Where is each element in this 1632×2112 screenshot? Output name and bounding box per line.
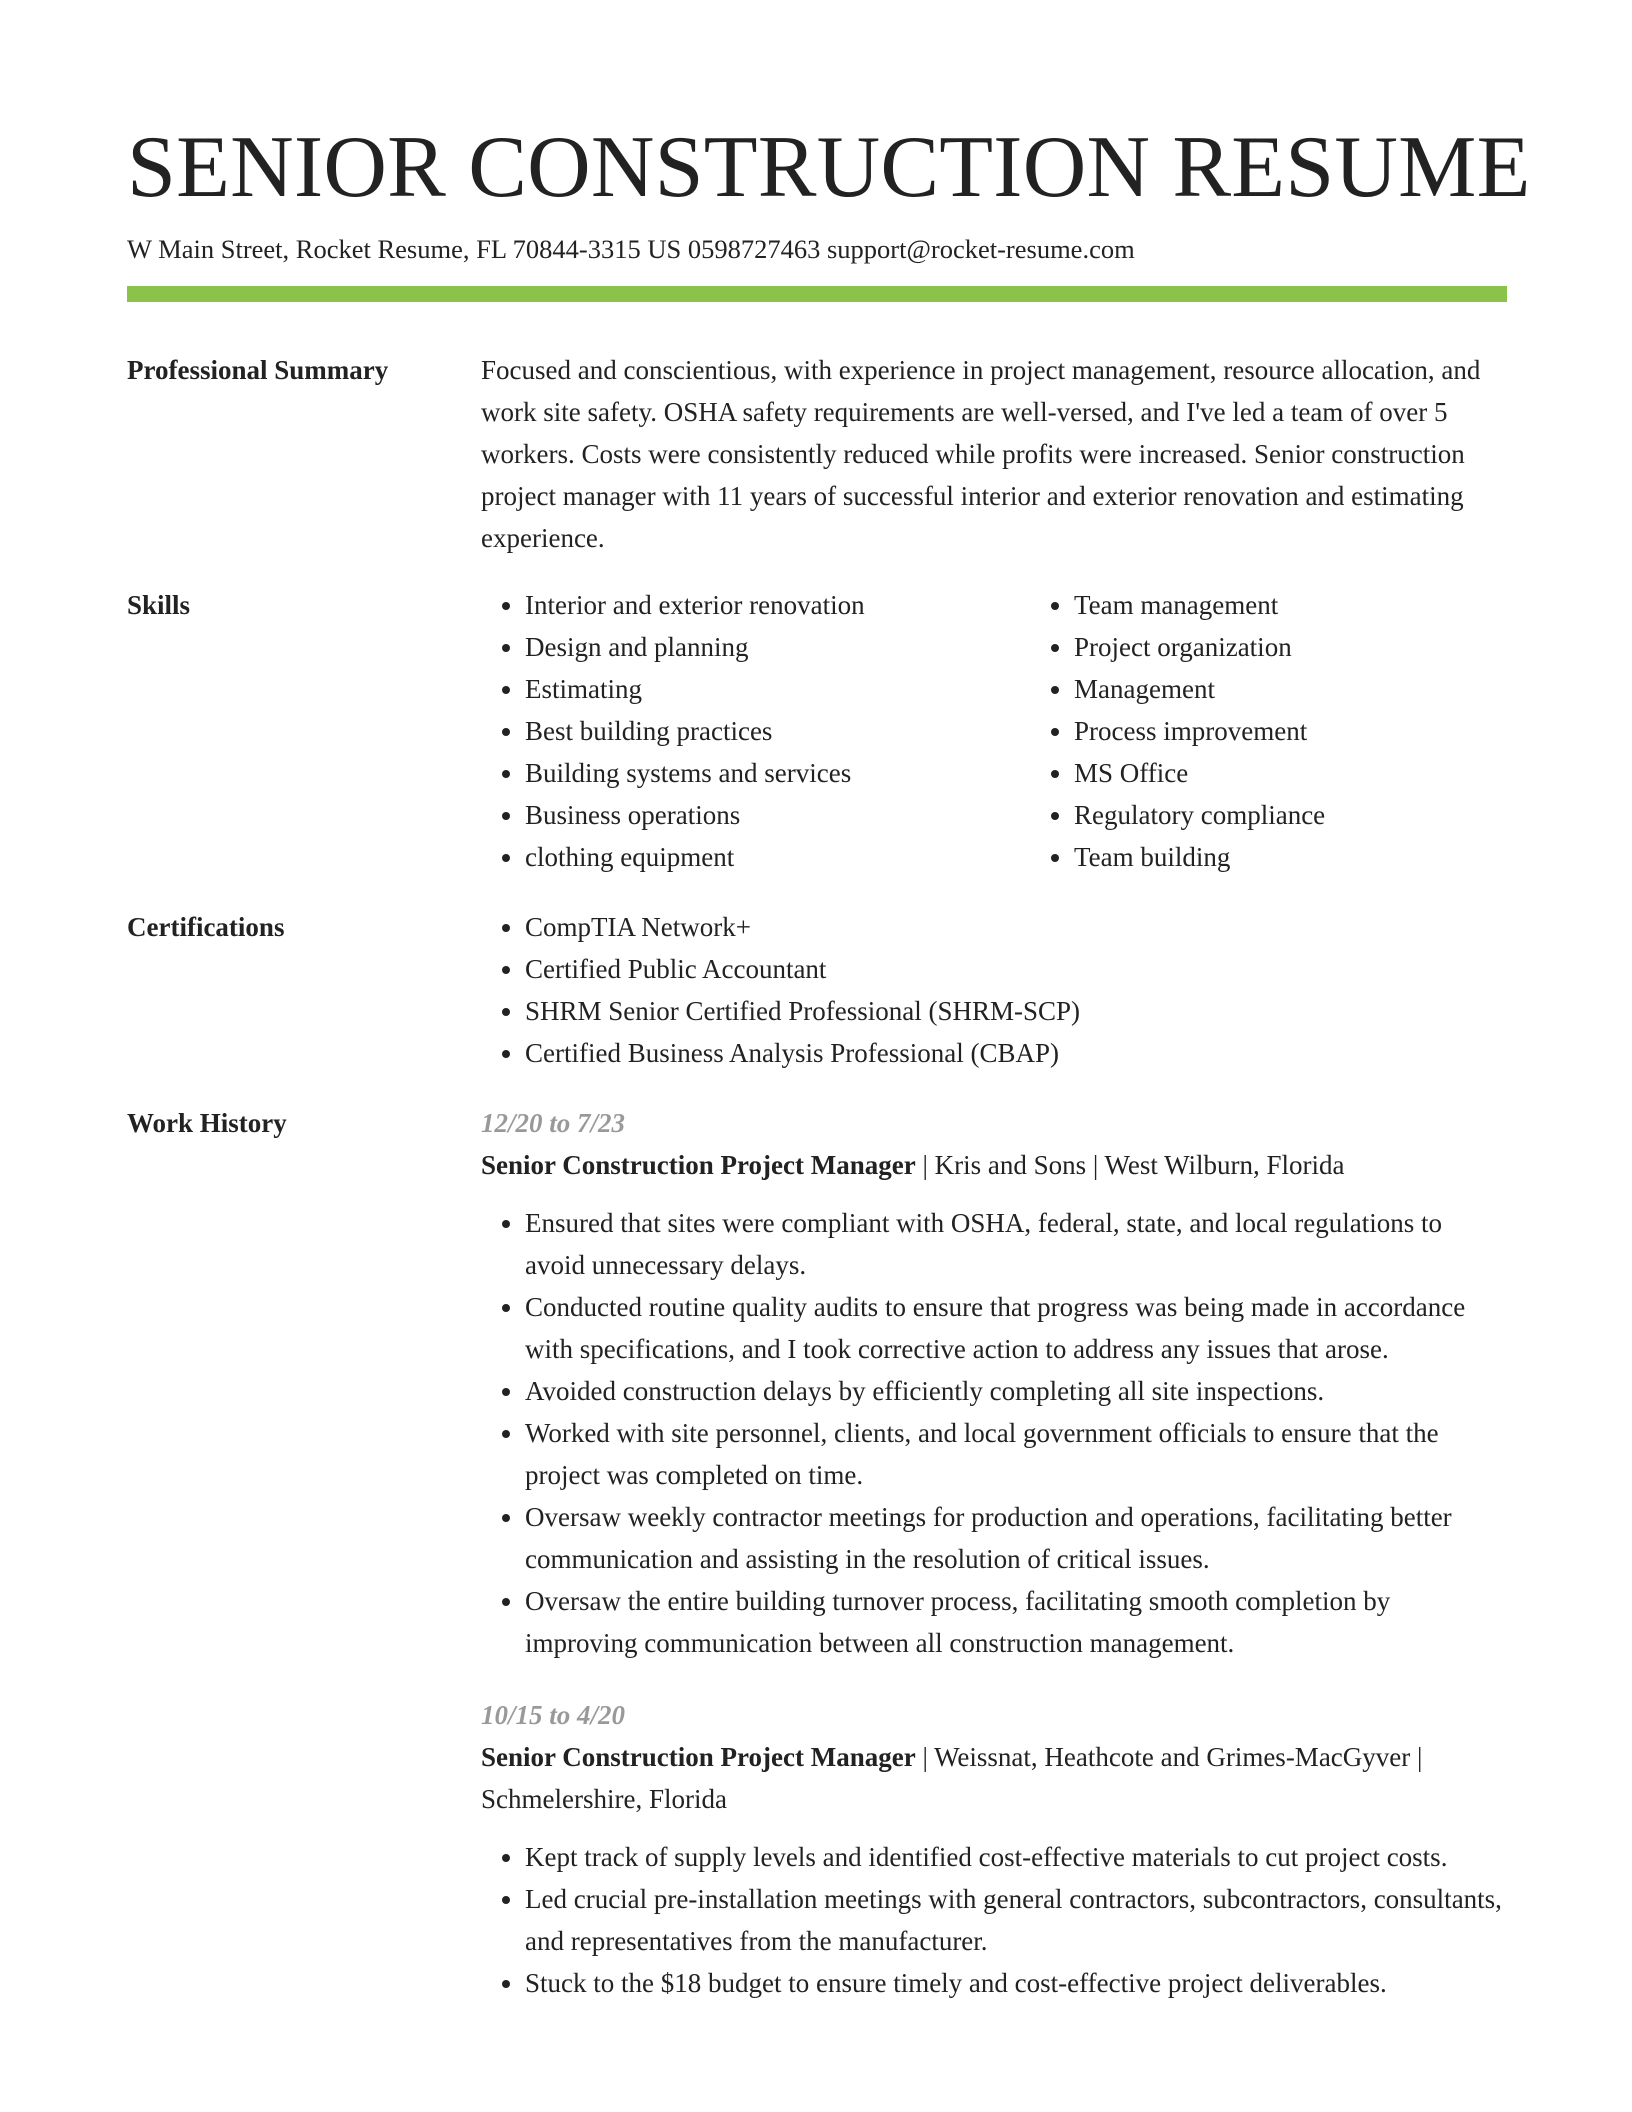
certifications-section <box>127 906 1507 1074</box>
job-bullets <box>481 1202 1507 1664</box>
list-item: • Certified Public Accountant <box>525 948 1507 990</box>
list-item: • Business operations <box>525 794 1030 836</box>
list-item: • Regulatory compliance <box>1074 794 1579 836</box>
skills-list-right <box>1030 584 1579 878</box>
list-item: • SHRM Senior Certified Professional (SHRM-SCP) <box>525 990 1507 1032</box>
list-item: • Interior and exterior renovation <box>525 584 1030 626</box>
list-item: • Team management <box>1074 584 1579 626</box>
skills-section <box>127 584 1507 878</box>
job-dates: 12/20 to 7/23 <box>481 1108 626 1138</box>
section-label-certifications: Certifications <box>127 912 285 942</box>
section-label-work-history: Work History <box>127 1108 287 1138</box>
list-item: • MS Office <box>1074 752 1579 794</box>
summary-content <box>481 349 1507 559</box>
job-dates: 10/15 to 4/20 <box>481 1700 626 1730</box>
job-header <box>481 1144 1507 1186</box>
list-item: • Process improvement <box>1074 710 1579 752</box>
list-item: • Stuck to the $18 budget to ensure timely and cost-effective project deliverables. <box>525 1962 1507 2004</box>
work-history-content <box>481 1102 1507 2004</box>
skills-list-left <box>481 584 1030 878</box>
certifications-list <box>481 906 1507 1074</box>
accent-divider <box>127 286 1507 302</box>
list-item: • Avoided construction delays by efficiently completing all site inspections. <box>525 1370 1507 1412</box>
list-item: • clothing equipment <box>525 836 1030 878</box>
resume-body <box>127 349 1507 2004</box>
list-item: • Best building practices <box>525 710 1030 752</box>
section-label-summary: Professional Summary <box>127 355 389 385</box>
list-item: • Kept track of supply levels and identified cost-effective materials to cut project costs. <box>525 1836 1507 1878</box>
list-item: • Building systems and services <box>525 752 1030 794</box>
job-entry <box>481 1694 1507 2004</box>
list-item: • Worked with site personnel, clients, and local government officials to ensure that the project was completed on time. <box>525 1412 1507 1496</box>
job-bullets <box>481 1836 1507 2004</box>
list-item: • Management <box>1074 668 1579 710</box>
job-employer-location: | Kris and Sons | West Wilburn, Florida <box>915 1150 1345 1180</box>
list-item: • CompTIA Network+ <box>525 906 1507 948</box>
section-label-skills: Skills <box>127 590 191 620</box>
job-title: Senior Construction Project Manager <box>481 1150 916 1180</box>
list-item: • Conducted routine quality audits to ensure that progress was being made in accordance with specifications, and I took corrective action to address any issues that arose. <box>525 1286 1507 1370</box>
list-item: • Oversaw the entire building turnover process, facilitating smooth completion by improving communication between all construction management. <box>525 1580 1507 1664</box>
list-item: • Project organization <box>1074 626 1579 668</box>
work-history-section <box>127 1102 1507 2004</box>
resume-title: SENIOR CONSTRUCTION RESUME <box>127 119 1531 216</box>
list-item: • Oversaw weekly contractor meetings for production and operations, facilitating better communication and assisting in the resolution of critical issues. <box>525 1496 1507 1580</box>
list-item: • Ensured that sites were compliant with OSHA, federal, state, and local regulations to avoid unnecessary delays. <box>525 1202 1507 1286</box>
job-header <box>481 1736 1507 1820</box>
certifications-content <box>481 906 1507 1074</box>
contact-line: W Main Street, Rocket Resume, FL 70844-3315 US 0598727463 support@rocket-resume.com <box>127 234 1135 264</box>
job-employer-location: | Weissnat, Heathcote and Grimes-MacGyver | Schmelershire, Florida <box>481 1742 1423 1814</box>
list-item: • Led crucial pre-installation meetings with general contractors, subcontractors, consultants, and representatives from the manufacturer. <box>525 1878 1507 1962</box>
skills-grid <box>481 584 1507 878</box>
summary-text: Focused and conscientious, with experience in project management, resource allocation, and work site safety. OSHA safety requirements are well-versed, and I've led a team of over 5 workers. Costs were consistently reduced while profits were increased. Senior construction project manager with 11 years of successful interior and exterior renovation and estimating experience. <box>481 355 1481 553</box>
skills-content <box>481 584 1507 878</box>
list-item: • Team building <box>1074 836 1579 878</box>
list-item: • Design and planning <box>525 626 1030 668</box>
job-entry <box>481 1102 1507 1664</box>
list-item: • Certified Business Analysis Professional (CBAP) <box>525 1032 1507 1074</box>
list-item: • Estimating <box>525 668 1030 710</box>
summary-section <box>127 349 1507 559</box>
job-title: Senior Construction Project Manager <box>481 1742 916 1772</box>
